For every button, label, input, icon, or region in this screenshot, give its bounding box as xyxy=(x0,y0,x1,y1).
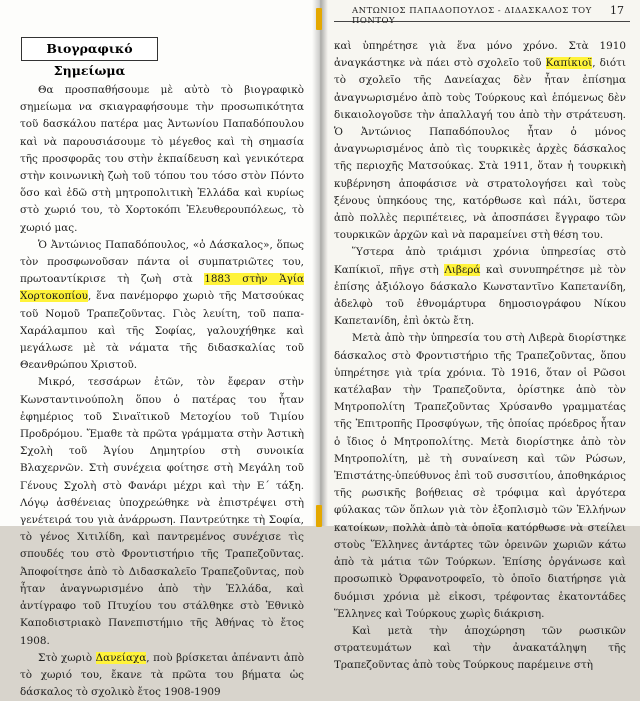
page-edge-marker xyxy=(316,505,322,527)
running-header xyxy=(334,3,630,26)
text-run: Ὕστερα ἀπὸ τριάμισι χρόνια ὑπηρεσίας στὸ Καπίκιοϊ, πῆγε στὴ xyxy=(334,246,626,276)
section-title-box xyxy=(21,37,158,78)
highlighted-birth-place: 1883 στὴν Ἁγία Χορτοκοπίου xyxy=(20,273,304,303)
text-run: Μετὰ ἀπὸ τὴν ὑπηρεσία του στὴ Λιβερὰ διορίστηκε δάσκαλος στὸ Φροντιστήριο τῆς Τραπεζοῦντας, ὅπου ὑπηρέτησε γιὰ τρία χρόνια. Τὸ 1916, ὅταν οἱ Ρῶσοι κατέλαβαν τὴν Τραπεζοῦντα, ὁρίστηκε ἀπὸ τὸν Μητροπολίτη Τραπεζοῦντας Χρύσανθο γραμματέας τῆς Ἐπιτροπῆς Προσφύγων, τῆς ὁποίας πρόεδρος ἦταν ὁ ἴδιος ὁ Μητροπολίτης. Μετὰ διορίστηκε ἀπὸ τὸν Μητροπολίτη, μὲ τὴ συναίνεση καὶ τῶν Ρώσων, Ἐπιστάτης-ὑπεύθυνος ἐπὶ τοῦ συσσιτίου, ἀποθηκάριος τῆς ρωσικῆς βοήθειας σὲ τρόφιμα καὶ ἀργότερα φύλακας τῶν ὅπλων γιὰ τὸν ἐξοπλισμὸ τῶν Ἑλλήνων κατοίκων, πολλὰ ἀπὸ τὰ ὁποῖα κατόρθωσε νὰ στείλει στοὺς Ἕλληνες ἀντάρτες τῶν ὀρεινῶν χωριῶν κάτω ἀπὸ τὰ μάτια τῶν Τούρκων. Ἐπίσης ὀργάνωσε καὶ προσωπικὸ Ὀρφανοτροφεῖο, τὸ ὁποῖο διατήρησε γιὰ δυόμισι χρόνια μὲ εἰκοσι, τρέφοντας ἑκατοντάδες Ἕλληνες καὶ Τούρκους χωρὶς διάκριση. xyxy=(334,332,626,620)
left-page xyxy=(0,0,320,699)
paragraph xyxy=(334,244,626,330)
text-run: Στὸ χωριὸ xyxy=(38,651,96,664)
text-run: Μικρό, τεσσάρων ἐτῶν, τὸν ἔφεραν στὴν Κωνσταντινούπολη ὅπου ὁ πατέρας του ἦταν ἐφημέριος τοῦ Σιναϊτικοῦ Μετοχίου τοῦ Τιμίου Προδρόμου. Ἔμαθε τὰ πρῶτα γράμματα στὴν Ἀστικὴ Σχολὴ τοῦ Ἁγίου Δημητρίου στὴ συνοικία Βλαχερνῶν. Στὴ συνέχεια φοίτησε στὴ Μεγάλη τοῦ Γένους Σχολὴ στὸ Φανάρι μέχρι καὶ τὴν Ε΄ τάξη. Λόγῳ ἀσθένειας ὑποχρεώθηκε νὰ ἐπιστρέψει στὴ γενέτειρά του γιὰ ἀνάρρωση. Παντρεύτηκε τὴ Σοφία, τὸ γένος Χιτιλίδη, καὶ παντρεμένος συνέχισε τὶς σπουδές του στὸ Φροντιστήριο τῆς Τραπεζοῦντας. Ἀποφοίτησε ἀπὸ τὸ Διδασκαλεῖο Τραπεζοῦντας, ποὺ ἦταν ἀναγνωρισμένο ἀπὸ τὴν Ἑλλάδα, καὶ ἀντίγραφο τοῦ Πτυχίου του στάλθηκε στὸ Ἐθνικὸ Καποδιστριακὸ Πανεπιστήμιο τῆς Ἀθήνας τὸ ἔτος 1908. xyxy=(20,376,304,647)
text-run: Καὶ μετὰ τὴν ἀποχώρηση τῶν ρωσικῶν στρατευμάτων καὶ τὴν ἀνακατάληψη τῆς Τραπεζοῦντας ἀπὸ τοὺς Τούρκους παρέμεινε στὴ xyxy=(334,624,626,672)
paragraph xyxy=(20,237,304,375)
text-run: , ποὺ βρίσκεται ἀπέναντι ἀπὸ τὸ χωριό του, ἔκανε τὰ πρῶτα του βήματα ὡς δάσκαλος τὸ σχολικὸ ἔτος 1908-1909 xyxy=(20,651,305,699)
paragraph xyxy=(20,374,304,649)
page-number: 17 xyxy=(610,4,624,17)
left-page-text xyxy=(20,82,304,701)
text-run: Ὁ Ἀντώνιος Παπαδόπουλος, «ὁ Δάσκαλος», ὅπως τὸν προσφωνοῦσαν πάντα οἱ συμπατριῶτες του, πρωτοαντίκρισε τὴ ζωὴ στὰ xyxy=(20,238,304,286)
paragraph xyxy=(20,650,304,701)
paragraph xyxy=(20,82,304,237)
highlighted-village-name: Δανείαχα xyxy=(95,651,147,664)
section-title: Βιογραφικό Σημείωμα xyxy=(46,41,133,78)
highlighted-village-name: Καπίκιοϊ xyxy=(545,57,593,70)
right-page-text xyxy=(334,38,626,675)
running-head-title: ΑΝΤΩΝΙΟΣ ΠΑΠΑΔΟΠΟΥΛΟΣ - ΔΙΔΑΣΚΑΛΟΣ ΤΟΥ ΠΟΝΤΟΥ xyxy=(352,6,592,26)
highlighted-village-name: Λιβερά xyxy=(444,263,481,276)
text-run: καὶ συνυπηρέτησε μὲ τὸν ἐπίσης ἀξιόλογο δάσκαλο Κωνσταντῖνο Καπετανίδη, ἀδελφὸ τοῦ ἐθνομάρτυρα δημοσιογράφου Νίκου Καπετανίδη, ἐπὶ ὀκτὼ ἔτη. xyxy=(334,263,626,328)
paragraph xyxy=(334,38,626,244)
text-run: , διότι τὸ σχολεῖο τῆς Δανείαχας δὲν ἦταν ἐπίσημα ἀναγνωρισμένο ἀπὸ τοὺς Τούρκους καὶ ἑπόμενως δὲν δικαιολογοῦσε τὴν ἀπαλλαγή του ἀπὸ τὴν στράτευση. Ὁ Ἀντώνιος Παπαδόπουλος ἦταν ὁ μόνος ἀναγνωρισμένος ἀπὸ τὶς τουρκικὲς ἀρχὲς δάσκαλος τῆς περιοχῆς Ματσούκας. Στὰ 1911, ὅταν ἡ τουρκικὴ κυβέρνηση ἀποφάσισε νὰ στρατολογήσει καὶ τοὺς ξένους ὑπηκόους της, κατόρθωσε καὶ πάλι, ὕστερα ἀπὸ πολλὲς περιπέτειες, νὰ ἀποσπάσει ἔγγραφο τῶν τουρκικῶν ἀρχῶν καὶ νὰ παραμείνει στὴ θέση του. xyxy=(334,57,626,242)
book-gutter-shadow xyxy=(312,0,328,526)
text-run: Θα προσπαθήσουμε μὲ αὐτὸ τὸ βιογραφικὸ σημείωμα να σκιαγραφήσουμε τὴν προσωπικότητα τοῦ δασκάλου πατέρα μας Ἀντωνίου Παπαδόπουλου καὶ νὰ παρουσιάσουμε τὸ μέγεθος καὶ τὴ σημασία τῆς προσφορᾶς του στὴν ἐκπαίδευση καὶ γενικότερα στὴν κοινωνικὴ ζωὴ τοῦ τόπου του τόσο στὸν Πόντο ὅσο καὶ ἐδῶ στὴ μητροπολιτικὴ Ἑλλάδα καὶ κυρίως στὸ χωριό του, τὸ Χορτοκόπι Ἐλευθερουπόλεως, τὸ χωριό μας. xyxy=(20,84,304,234)
paragraph xyxy=(334,330,626,622)
text-run: , ἕνα πανέμορφο χωριὸ τῆς Ματσούκας τοῦ Νομοῦ Τραπεζοῦντας. Γιὸς λευίτη, τοῦ παπα-Χαράλαμπου καὶ τῆς Σοφίας, γαλουχήθηκε καὶ μεγάλωσε μὲ τὰ νάματα τῆς διδασκαλίας τοῦ Θεανθρώπου Χριστοῦ. xyxy=(20,290,304,372)
text-run: καὶ ὑπηρέτησε γιὰ ἕνα μόνο χρόνο. Στὰ 1910 ἀναγκάστηκε νὰ πάει στὸ σχολεῖο τοῦ xyxy=(334,40,626,70)
page-edge-marker xyxy=(316,8,322,30)
right-page xyxy=(320,0,640,672)
paragraph xyxy=(334,623,626,675)
